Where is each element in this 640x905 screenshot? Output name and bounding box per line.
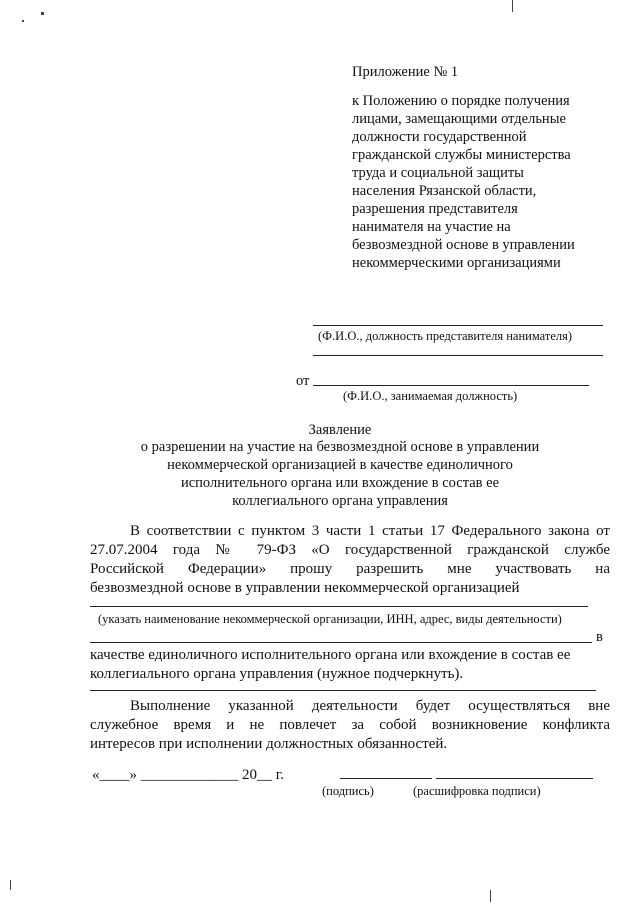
appendix-line: разрешения представителя [352,201,518,217]
para3-line-2: служебное время и не повлечет за собой возникновение конфликта [90,717,610,733]
applicant-caption: (Ф.И.О., занимаемая должность) [343,389,518,403]
subtitle-line: некоммерческой организацией в качестве единоличного [167,457,513,473]
in-word: в [596,629,603,645]
para1-line-2: 27.07.2004 года № 79-ФЗ «О государственной гражданской службе [90,542,610,558]
employer-name-line[interactable] [313,325,603,326]
signature-caption: (подпись) [322,784,374,798]
decode-line[interactable] [436,778,593,779]
para3-line-1: Выполнение указанной деятельности будет осуществляться вне [130,698,610,714]
para1-line-3: Российской Федерации» прошу разрешить мне участвовать на [90,561,610,577]
para3-line-3: интересов при исполнении должностных обязанностей. [90,736,448,752]
para1-line-1: В соответствии с пунктом 3 части 1 статьи 17 Федерального закона от [130,523,610,539]
appendix-line: лицами, замещающими отдельные [352,111,566,127]
appendix-line: должности государственной [352,129,527,145]
appendix-line: гражданской службы министерства [352,147,571,163]
scan-mark [490,890,491,902]
para2-line: коллегиального органа управления (нужное подчеркнуть). [90,665,464,682]
scan-mark [22,20,24,22]
org-details-line[interactable] [90,642,592,643]
scan-mark [41,12,44,15]
appendix-text [352,92,612,272]
subtitle-line: исполнительного органа или вхождение в состав ее [180,475,500,491]
para1-line-4: безвозмездной основе в управлении некоммерческой организацией [90,580,520,596]
statement-title: Заявление [308,422,372,438]
subtitle-line: о разрешении на участие на безвозмездной основе в управлении [140,439,540,455]
appendix-line: труда и социальной защиты [352,165,524,181]
org-name-line[interactable] [90,606,588,607]
statement-subtitle [110,438,570,510]
para2-text [90,646,610,683]
org-caption: (указать наименование некоммерческой организации, ИНН, адрес, виды деятельности) [98,612,562,626]
appendix-line: безвозмездной основе в управлении [352,237,575,253]
applicant-name-line[interactable] [313,385,589,386]
appendix-line: некоммерческими организациями [352,255,561,271]
appendix-line: к Положению о порядке получения [352,93,570,109]
from-label: от [296,373,310,389]
appendix-line: населения Рязанской области, [352,183,537,199]
para2-line: качестве единоличного исполнительного органа или вхождение в состав ее [90,647,571,663]
decode-caption: (расшифровка подписи) [413,784,541,798]
appendix-line: нанимателя на участие на [352,219,511,235]
subtitle-line: коллегиального органа управления [232,493,448,509]
scan-mark [512,0,513,12]
divider-line [90,690,596,691]
signature-line[interactable] [340,778,432,779]
date-line[interactable]: «____» _____________ 20__ г. [92,767,284,783]
employer-position-line[interactable] [313,355,603,356]
appendix-title: Приложение № 1 [352,64,459,80]
employer-caption: (Ф.И.О., должность представителя нанимателя) [318,329,573,343]
scan-mark [10,880,11,890]
